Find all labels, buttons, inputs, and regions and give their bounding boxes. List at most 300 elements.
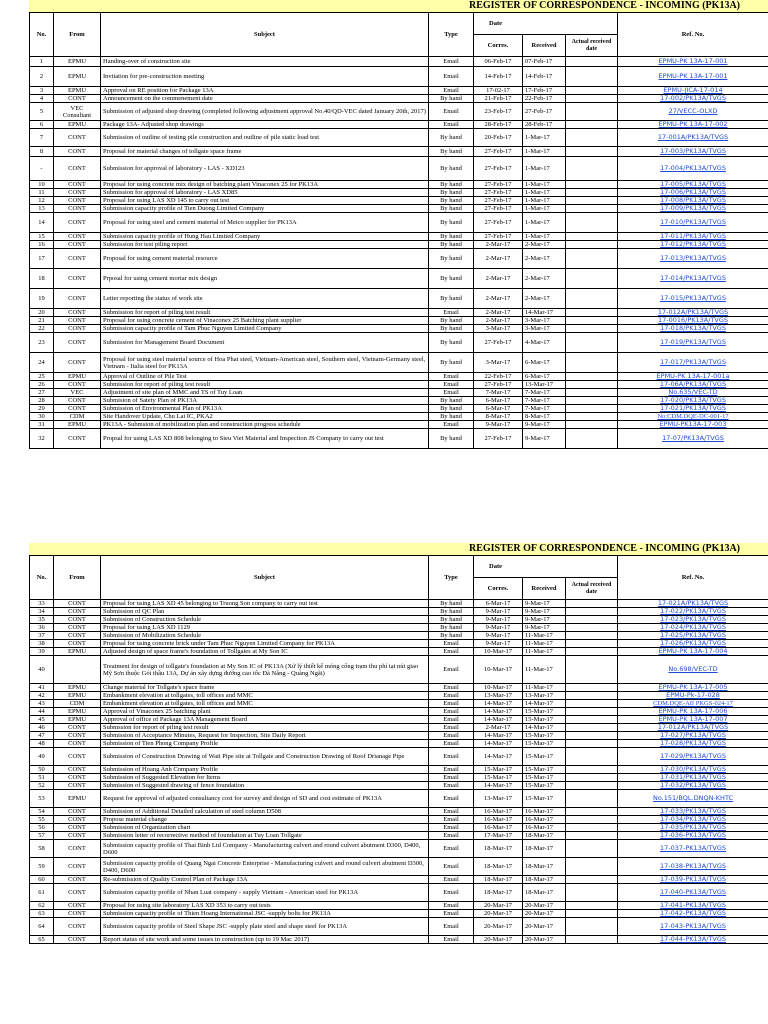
cell-type: By hand <box>429 197 474 205</box>
header-from: From <box>54 13 101 57</box>
ref-link[interactable]: EPMU-PK 13A-17-002 <box>658 120 728 128</box>
ref-link[interactable]: 17-036-PK13A/TVGS <box>659 831 727 839</box>
ref-link[interactable]: 17-033/PK13A/TVGS <box>660 807 726 815</box>
ref-link[interactable]: 17-002/PK13A/TVGS <box>660 94 726 102</box>
ref-link[interactable]: 17-023/PK13A/TVGS <box>660 615 726 623</box>
cell-no: 22 <box>30 325 54 333</box>
cell-corres-date: 3-Mar-17 <box>474 353 523 373</box>
ref-link[interactable]: 17-005/PK13A/TVGS <box>660 180 726 188</box>
ref-link[interactable]: 17-010/PK13A/TVGS <box>660 218 726 226</box>
cell-subject: Prposal for using cement mortar mix design <box>101 269 429 289</box>
cell-from: CONT <box>54 95 101 103</box>
cell-from: CONT <box>54 832 101 840</box>
cell-corres-date: 10-Mar-17 <box>474 684 523 692</box>
cell-received-date: 2-Mar-17 <box>523 269 566 289</box>
cell-from: CONT <box>54 774 101 782</box>
cell-from: CONT <box>54 309 101 317</box>
ref-link[interactable]: EPMU-PK13A-17-003 <box>659 420 727 428</box>
ref-link[interactable]: 17-017/PK13A/TVGS <box>660 358 726 366</box>
table-row <box>30 67 768 87</box>
cell-from: EPMU <box>54 373 101 381</box>
cell-type: By hand <box>429 241 474 249</box>
cell-from: CONT <box>54 181 101 189</box>
cell-ref-no <box>618 724 768 732</box>
cell-ref-no <box>618 87 768 95</box>
cell-received-date: 14-Mar-17 <box>523 724 566 732</box>
ref-link[interactable]: 17-037-PK13A/TVGS <box>659 844 727 852</box>
cell-no: 49 <box>30 748 54 766</box>
cell-ref-no <box>618 381 768 389</box>
cell-actual-received-date <box>566 790 618 808</box>
cell-no: 44 <box>30 708 54 716</box>
table-row <box>30 700 768 708</box>
cell-subject: Submission capacity profile of Hung Hau Limited Company <box>101 233 429 241</box>
table-row <box>30 353 768 373</box>
cell-type: Email <box>429 918 474 936</box>
table-row <box>30 129 768 147</box>
cell-no: 21 <box>30 317 54 325</box>
cell-no: 54 <box>30 808 54 816</box>
cell-actual-received-date <box>566 910 618 918</box>
cell-received-date: 3-Mar-17 <box>523 325 566 333</box>
cell-received-date: 18-Mar-17 <box>523 832 566 840</box>
cell-type: Email <box>429 782 474 790</box>
ref-link[interactable]: 17-008/PK13A/TVGS <box>660 196 726 204</box>
ref-link[interactable]: 17-07/PK13A/TVGS <box>662 434 724 442</box>
ref-link[interactable]: EPMU-JICA-17-014 <box>663 86 723 94</box>
ref-link[interactable]: EPMU-PK 13A-17-004 <box>658 647 728 655</box>
ref-link[interactable]: 17-029/PK13A/TVGS <box>660 752 726 760</box>
cell-from: CONT <box>54 732 101 740</box>
cell-actual-received-date <box>566 147 618 157</box>
table-row <box>30 157 768 181</box>
cell-type: By hand <box>429 181 474 189</box>
ref-link[interactable]: 17-004/PK13A/TVGS <box>660 164 726 172</box>
table-row <box>30 373 768 381</box>
cell-subject: Adjusted design of space frame's foundation of Tollgates at My Son IC <box>101 648 429 656</box>
cell-no: 10 <box>30 181 54 189</box>
cell-subject: Submssion for report of piling test result <box>101 724 429 732</box>
cell-ref-no <box>618 289 768 309</box>
cell-received-date: 15-Mar-17 <box>523 790 566 808</box>
ref-link[interactable]: 17-031/PK13A/TVGS <box>660 773 726 781</box>
cell-ref-no <box>618 884 768 902</box>
cell-no: 12 <box>30 197 54 205</box>
cell-from: CONT <box>54 782 101 790</box>
ref-link[interactable]: 17-028/PK13A/TVGS <box>660 739 726 747</box>
cell-actual-received-date <box>566 413 618 421</box>
ref-link[interactable]: 17-021A/PK13A/TVGS <box>657 599 729 607</box>
cell-corres-date: 8-Mar-17 <box>474 413 523 421</box>
cell-actual-received-date <box>566 884 618 902</box>
ref-link[interactable]: 17-019/PK13A/TVGS <box>660 338 726 346</box>
cell-no: 11 <box>30 189 54 197</box>
cell-corres-date: 27-Feb-17 <box>474 147 523 157</box>
ref-link[interactable]: EPMU-PK 13A-17-001 <box>658 57 728 65</box>
cell-actual-received-date <box>566 824 618 832</box>
cell-received-date: 28-Feb-17 <box>523 121 566 129</box>
ref-link[interactable]: 17-014/PK13A/TVGS <box>660 274 726 282</box>
cell-received-date: 2-Mar-17 <box>523 249 566 269</box>
cell-corres-date: 13-Mar-17 <box>474 790 523 808</box>
cell-from: CONT <box>54 197 101 205</box>
cell-from: CONT <box>54 333 101 353</box>
table-row <box>30 608 768 616</box>
cell-ref-no <box>618 740 768 748</box>
ref-link[interactable]: 17-012A/PK13A/TVGS <box>657 723 729 731</box>
cell-ref-no <box>618 716 768 724</box>
cell-corres-date: 20-Mar-17 <box>474 918 523 936</box>
table-row <box>30 205 768 213</box>
cell-corres-date: 27-Feb-17 <box>474 429 523 449</box>
ref-link[interactable]: EPMU-PK 13A-17-005 <box>658 683 728 691</box>
ref-link[interactable]: EPMU-PK 13A-17-007 <box>658 715 728 723</box>
cell-subject: Submission capacity profile of Tam Phuc Nguyen Limited Company <box>101 325 429 333</box>
ref-link[interactable]: 17-032/PK13A/TVGS <box>660 781 726 789</box>
ref-link[interactable]: 17-024/PK13A/TVGS <box>660 623 726 631</box>
cell-received-date: 4-Mar-17 <box>523 333 566 353</box>
cell-type: By hand <box>429 600 474 608</box>
cell-from: CONT <box>54 858 101 876</box>
cell-type: Email <box>429 389 474 397</box>
cell-type: By hand <box>429 249 474 269</box>
cell-from: EPMU <box>54 684 101 692</box>
cell-corres-date: 27-Feb-17 <box>474 233 523 241</box>
cell-actual-received-date <box>566 381 618 389</box>
cell-ref-no <box>618 67 768 87</box>
cell-actual-received-date <box>566 782 618 790</box>
cell-type: Email <box>429 910 474 918</box>
cell-received-date: 3-Mar-17 <box>523 317 566 325</box>
cell-corres-date: 6-Mar-17 <box>474 600 523 608</box>
cell-from: EPMU <box>54 421 101 429</box>
cell-received-date: 9-Mar-17 <box>523 429 566 449</box>
cell-subject: Letter reporting the status of work site <box>101 289 429 309</box>
ref-link[interactable]: 17-011/PK13A/TVGS <box>660 232 726 240</box>
ref-link[interactable]: 17-06A/PK13A/TVGS <box>659 380 727 388</box>
cell-subject: Proposal for using LAS XD 145 to carry out test <box>101 197 429 205</box>
ref-link[interactable]: No.635/VEC-TD <box>668 388 718 396</box>
ref-link[interactable]: EPMU-PK 13A-17-001 <box>658 72 728 80</box>
cell-from: CONT <box>54 608 101 616</box>
ref-link[interactable]: 17-030/PK13A/TVGS <box>660 765 726 773</box>
cell-from: CONT <box>54 405 101 413</box>
register-title: REGISTER OF CORRESPONDENCE - INCOMING (PK13A) <box>468 0 740 11</box>
cell-received-date: 11-Mar-17 <box>523 632 566 640</box>
cell-corres-date: 18-Mar-17 <box>474 876 523 884</box>
cell-corres-date: 2-Mar-17 <box>474 289 523 309</box>
cell-actual-received-date <box>566 389 618 397</box>
cell-from: CONT <box>54 918 101 936</box>
cell-subject: Proposal for using concrete cement of Vinaconex 25 Batching plant supplier <box>101 317 429 325</box>
cell-no: 3 <box>30 87 54 95</box>
header-ref: Ref. No. <box>618 13 768 57</box>
ref-link[interactable]: CDM.DQE-AII PKGS-024-17 <box>653 700 733 707</box>
ref-link[interactable]: 17-041-PK13A/TVGS <box>659 901 727 909</box>
cell-actual-received-date <box>566 67 618 87</box>
ref-link[interactable]: 17-009/PK13A/TVGS <box>660 204 726 212</box>
cell-type: Email <box>429 373 474 381</box>
cell-ref-no <box>618 608 768 616</box>
ref-link[interactable]: 17-038-PK13A/TVGS <box>659 862 727 870</box>
cell-subject: Announcement on the commenement date <box>101 95 429 103</box>
cell-actual-received-date <box>566 708 618 716</box>
ref-link[interactable]: EPMU-PK 13A-17-001a <box>656 372 730 380</box>
cell-received-date: 17-Feb-17 <box>523 87 566 95</box>
cell-received-date: 20-Mar-17 <box>523 936 566 944</box>
cell-no: 25 <box>30 373 54 381</box>
cell-received-date: 15-Mar-17 <box>523 782 566 790</box>
cell-no: 42 <box>30 692 54 700</box>
ref-link[interactable]: 17-042-PK13A/TVGS <box>659 909 727 917</box>
ref-link[interactable]: 17-025/PK13A/TVGS <box>660 631 726 639</box>
cell-no: 50 <box>30 766 54 774</box>
cell-type: Email <box>429 840 474 858</box>
cell-type: By hand <box>429 233 474 241</box>
cell-no: 18 <box>30 269 54 289</box>
cell-ref-no <box>618 748 768 766</box>
cell-received-date: 18-Mar-17 <box>523 858 566 876</box>
cell-received-date: 1-Mar-17 <box>523 213 566 233</box>
ref-link[interactable]: EPMU-PK 13A-17-006 <box>658 707 728 715</box>
cell-subject: Approval of Outline of Pile Test <box>101 373 429 381</box>
cell-subject: Proposal for using cement material resource <box>101 249 429 269</box>
cell-from: CONT <box>54 824 101 832</box>
table-row <box>30 648 768 656</box>
cell-corres-date: 9-Mar-17 <box>474 421 523 429</box>
ref-link[interactable]: 17-043-PK13A/TVGS <box>659 922 727 930</box>
ref-link[interactable]: 17-018/PK13A/TVGS <box>660 324 726 332</box>
cell-ref-no <box>618 624 768 632</box>
cell-type: Email <box>429 832 474 840</box>
cell-ref-no <box>618 181 768 189</box>
cell-ref-no <box>618 616 768 624</box>
cell-ref-no <box>618 918 768 936</box>
cell-no: 38 <box>30 640 54 648</box>
cell-from: CONT <box>54 269 101 289</box>
cell-type: Email <box>429 421 474 429</box>
cell-subject: Propsal for using LAS XD 808 belonging to Sieu Viet Material and Inspection JS Company to carry out test <box>101 429 429 449</box>
ref-link[interactable]: 17-012/PK13A/TVGS <box>660 240 726 248</box>
ref-link[interactable]: 17-003/PK13A/TVGS <box>660 147 726 155</box>
cell-ref-no <box>618 205 768 213</box>
ref-link[interactable]: No:CDM.DQE-DC-001-17 <box>657 413 729 420</box>
cell-type: By hand <box>429 205 474 213</box>
cell-type: Email <box>429 684 474 692</box>
ref-link[interactable]: 17-035/PK13A/TVGS <box>660 823 726 831</box>
cell-ref-no <box>618 684 768 692</box>
ref-link[interactable]: No.151/BQL.DNQN-KHTC <box>652 794 734 802</box>
cell-ref-no <box>618 157 768 181</box>
cell-received-date: 15-Mar-17 <box>523 708 566 716</box>
cell-subject: PK13A - Submsion of mobilization plan and construction progress schedule <box>101 421 429 429</box>
table-row <box>30 790 768 808</box>
cell-ref-no <box>618 421 768 429</box>
cell-ref-no <box>618 902 768 910</box>
table-row <box>30 121 768 129</box>
cell-received-date: 1-Mar-17 <box>523 189 566 197</box>
cell-received-date: 18-Mar-17 <box>523 876 566 884</box>
cell-received-date: 7-Mar-17 <box>523 389 566 397</box>
cell-ref-no <box>618 708 768 716</box>
cell-received-date: 20-Mar-17 <box>523 902 566 910</box>
cell-type: Email <box>429 648 474 656</box>
cell-subject: Proposal for using concrete mix design of batching plant Vinaconex 25 for PK13A <box>101 181 429 189</box>
cell-ref-no <box>618 858 768 876</box>
cell-ref-no <box>618 121 768 129</box>
cell-type: Email <box>429 381 474 389</box>
cell-actual-received-date <box>566 840 618 858</box>
cell-corres-date: 6-Mar-17 <box>474 397 523 405</box>
cell-type: By hand <box>429 353 474 373</box>
cell-type: By hand <box>429 333 474 353</box>
ref-link[interactable]: 17-006/PK13A/TVGS <box>660 188 726 196</box>
cell-received-date: 22-Feb-17 <box>523 95 566 103</box>
cell-type: By hand <box>429 608 474 616</box>
cell-no: 61 <box>30 884 54 902</box>
ref-link[interactable]: EPMU-Pk-17-028 <box>666 691 720 699</box>
cell-ref-no <box>618 840 768 858</box>
table-row <box>30 87 768 95</box>
ref-link[interactable]: 17-044-PK13A/TVGS <box>659 935 727 943</box>
table-row <box>30 824 768 832</box>
cell-actual-received-date <box>566 902 618 910</box>
cell-from: CONT <box>54 902 101 910</box>
cell-ref-no <box>618 816 768 824</box>
cell-actual-received-date <box>566 269 618 289</box>
cell-no: 31 <box>30 421 54 429</box>
table-row <box>30 309 768 317</box>
cell-type: By hand <box>429 289 474 309</box>
cell-no: 33 <box>30 600 54 608</box>
ref-link[interactable]: 17-027/PK13A/TVGS <box>660 731 726 739</box>
ref-link[interactable]: 17-013/PK13A/TVGS <box>660 254 726 262</box>
cell-ref-no <box>618 397 768 405</box>
cell-actual-received-date <box>566 333 618 353</box>
cell-corres-date: 20-Mar-17 <box>474 910 523 918</box>
table-row <box>30 213 768 233</box>
table-row <box>30 413 768 421</box>
cell-no: 60 <box>30 876 54 884</box>
ref-link[interactable]: 17-0016/PK13A/TVGS <box>658 316 729 324</box>
table-body <box>30 57 768 449</box>
ref-link[interactable]: 17-021/PK13A/TVGS <box>660 404 726 412</box>
table-row <box>30 95 768 103</box>
cell-from: EPMU <box>54 648 101 656</box>
cell-from: EPMU <box>54 716 101 724</box>
cell-from: EPMU <box>54 692 101 700</box>
ref-link[interactable]: 17-015/PK13A/TVGS <box>660 294 726 302</box>
cell-received-date: 15-Mar-17 <box>523 740 566 748</box>
ref-link[interactable]: 17-026/PK13A/TVGS <box>660 639 726 647</box>
cell-no: 43 <box>30 700 54 708</box>
cell-subject: Submission capacity profile of Nhan Luat company - supply Vietnam - American steel for PK13A <box>101 884 429 902</box>
cell-type: Email <box>429 816 474 824</box>
cell-no: 46 <box>30 724 54 732</box>
cell-actual-received-date <box>566 876 618 884</box>
cell-received-date: 20-Mar-17 <box>523 918 566 936</box>
cell-no: 7 <box>30 129 54 147</box>
cell-from: CONT <box>54 129 101 147</box>
cell-ref-no <box>618 648 768 656</box>
cell-ref-no <box>618 333 768 353</box>
cell-actual-received-date <box>566 808 618 816</box>
cell-received-date: 15-Mar-17 <box>523 732 566 740</box>
cell-subject: Submission of Construction Drawing of Wait Pipe site at Tollgate and Construction Drawing of Roof Drianage Pipe <box>101 748 429 766</box>
cell-no: 39 <box>30 648 54 656</box>
cell-corres-date: 15-Mar-17 <box>474 774 523 782</box>
cell-corres-date: 16-Mar-17 <box>474 808 523 816</box>
cell-corres-date: 20-Mar-17 <box>474 936 523 944</box>
ref-link[interactable]: 17-012A/PK13A/TVGS <box>657 308 729 316</box>
cell-type: By hand <box>429 397 474 405</box>
cell-subject: Treatment for design of tollgate's foundation at My Son IC of PK13A (Xử lý thiết kế móng cổng trạm thu phí tại nút giao Mỹ Sơn thuộc Gói thầu 13A, Dự án xây dựng đường cao tốc Đà Nẵng - Quảng Ngãi) <box>101 656 429 684</box>
table-row <box>30 616 768 624</box>
ref-link[interactable]: No.698/VEC-TD <box>668 665 718 673</box>
cell-actual-received-date <box>566 774 618 782</box>
cell-ref-no <box>618 700 768 708</box>
cell-no: 2 <box>30 67 54 87</box>
cell-ref-no <box>618 269 768 289</box>
cell-from: CONT <box>54 910 101 918</box>
cell-actual-received-date <box>566 716 618 724</box>
cell-subject: Submission of outline of testing pile construction and outline of pile static load test <box>101 129 429 147</box>
cell-corres-date: 14-Mar-17 <box>474 782 523 790</box>
cell-subject: Proposal for using site laboratory LAS XD 353 to carry out tests <box>101 902 429 910</box>
cell-type: Email <box>429 748 474 766</box>
cell-type: Email <box>429 876 474 884</box>
table-row <box>30 600 768 608</box>
cell-type: Email <box>429 67 474 87</box>
ref-link[interactable]: 17-022/PK13A/TVGS <box>660 607 726 615</box>
cell-actual-received-date <box>566 421 618 429</box>
cell-type: Email <box>429 824 474 832</box>
cell-subject: Submission of adjusted shop drawing (completed following adjustment approval No.40/QD-VEC dated January 20th, 2017) <box>101 103 429 121</box>
table-row <box>30 902 768 910</box>
cell-ref-no <box>618 249 768 269</box>
cell-from: VEC Consultant <box>54 103 101 121</box>
cell-from: CONT <box>54 766 101 774</box>
ref-link[interactable]: 27/VECC-OLXD <box>668 107 718 115</box>
ref-link[interactable]: 17-039-PK13A/TVGS <box>659 875 727 883</box>
cell-subject: Submission for approval of laboratory - LAS XD85 <box>101 189 429 197</box>
cell-subject: Proposal for using steel material source of Hoa Phat steel, Vietnam-American steel, Southern steel, Vietnam-Germany steel, Vietnam - Italia steel for PK13A <box>101 353 429 373</box>
ref-link[interactable]: 17-034/PK13A/TVGS <box>660 815 726 823</box>
cell-ref-no <box>618 103 768 121</box>
cell-received-date: 15-Mar-17 <box>523 774 566 782</box>
cell-subject: Submission of Acceptance Minutes, Request for Inspection, Site Daily Report <box>101 732 429 740</box>
cell-subject: Submission for Management Board Document <box>101 333 429 353</box>
table-row <box>30 808 768 816</box>
table-row <box>30 397 768 405</box>
cell-corres-date: 2-Mar-17 <box>474 249 523 269</box>
ref-link[interactable]: 17-020/PK13A/TVGS <box>660 396 726 404</box>
cell-type: Email <box>429 103 474 121</box>
cell-corres-date: 27-Feb-17 <box>474 213 523 233</box>
table-row <box>30 632 768 640</box>
cell-received-date: 8-Mar-17 <box>523 413 566 421</box>
cell-type: Email <box>429 936 474 944</box>
ref-link[interactable]: 17-040-PK13A/TVGS <box>659 888 727 896</box>
cell-type: Email <box>429 309 474 317</box>
cell-corres-date: 16-Mar-17 <box>474 824 523 832</box>
cell-no: 53 <box>30 790 54 808</box>
table-row <box>30 936 768 944</box>
cell-ref-no <box>618 189 768 197</box>
cell-no: 48 <box>30 740 54 748</box>
ref-link[interactable]: 17-001A/PK13A/TVGS <box>657 133 729 141</box>
cell-received-date: 18-Mar-17 <box>523 884 566 902</box>
